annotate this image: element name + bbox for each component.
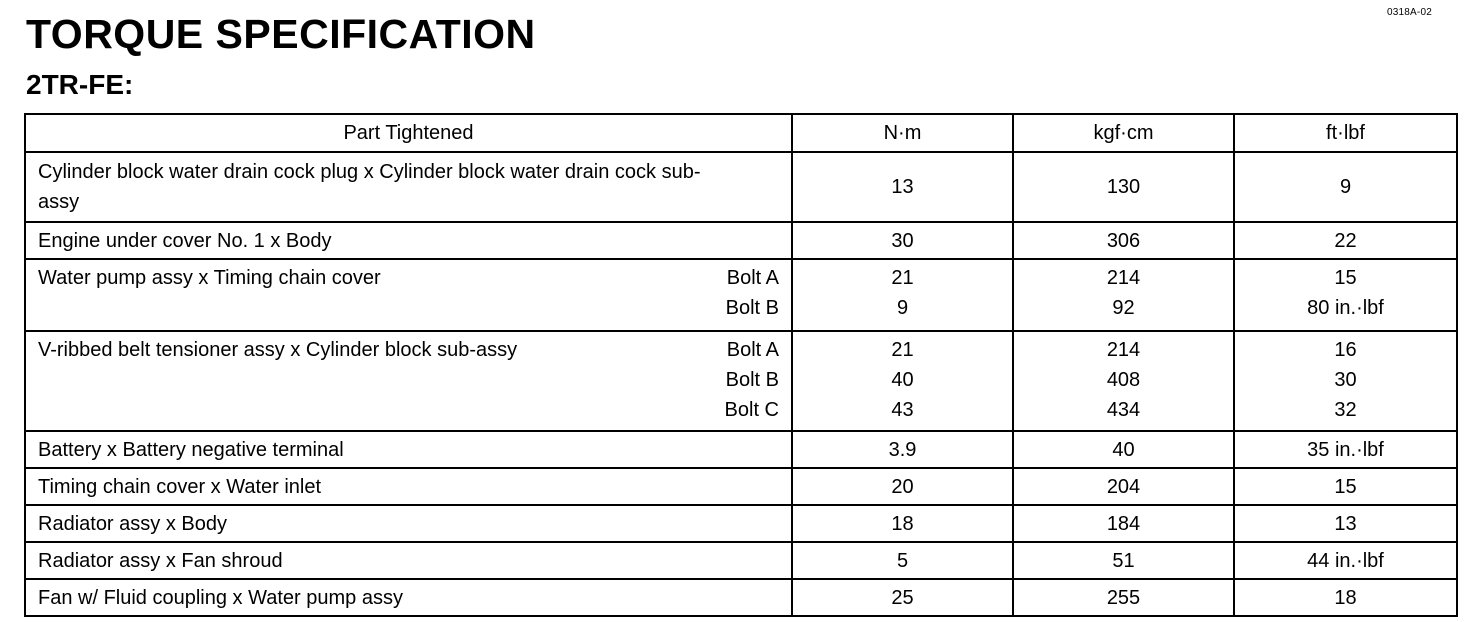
part-name: Battery x Battery negative terminal bbox=[38, 438, 344, 461]
nm-cell bbox=[792, 579, 1013, 616]
part-cell bbox=[25, 152, 792, 222]
table-row bbox=[25, 579, 1457, 616]
ft-value: 35 in.·lbf bbox=[1307, 438, 1384, 461]
ft-value: 9 bbox=[1339, 176, 1352, 198]
nm-value: 13 bbox=[891, 176, 914, 198]
ft-value: 15 bbox=[1334, 267, 1357, 289]
ft-value: 16 bbox=[1334, 339, 1357, 361]
part-name: Timing chain cover x Water inlet bbox=[38, 475, 322, 498]
table-row bbox=[25, 542, 1457, 579]
kgf-value: 184 bbox=[1106, 512, 1141, 535]
kgf-cell bbox=[1013, 222, 1234, 259]
bolt-label: Bolt A bbox=[726, 339, 779, 361]
ft-cell bbox=[1234, 259, 1457, 331]
nm-value: 21 bbox=[891, 267, 914, 289]
part-cell bbox=[25, 468, 792, 505]
ft-cell bbox=[1234, 152, 1457, 222]
nm-value: 43 bbox=[891, 399, 914, 421]
ft-cell bbox=[1234, 431, 1457, 468]
part-name: Radiator assy x Body bbox=[38, 512, 227, 535]
ft-value: 30 bbox=[1334, 369, 1357, 391]
kgf-cell bbox=[1013, 152, 1234, 222]
kgf-cell bbox=[1013, 431, 1234, 468]
nm-value: 20 bbox=[891, 475, 914, 498]
part-cell bbox=[25, 259, 792, 331]
kgf-value: 51 bbox=[1112, 549, 1135, 572]
nm-cell bbox=[792, 542, 1013, 579]
part-cell bbox=[25, 542, 792, 579]
part-cell bbox=[25, 505, 792, 542]
ft-value: 80 in.·lbf bbox=[1307, 297, 1384, 319]
nm-cell bbox=[792, 331, 1013, 431]
kgf-value: 408 bbox=[1106, 369, 1141, 391]
kgf-cell bbox=[1013, 542, 1234, 579]
bolt-labels bbox=[726, 263, 779, 323]
ft-cell bbox=[1234, 331, 1457, 431]
document-code: 0318A-02 bbox=[1387, 7, 1432, 18]
kgf-value: 214 bbox=[1106, 339, 1141, 361]
kgf-cell bbox=[1013, 259, 1234, 331]
table-header-row bbox=[25, 114, 1457, 152]
ft-cell bbox=[1234, 579, 1457, 616]
nm-cell bbox=[792, 259, 1013, 331]
table-row bbox=[25, 431, 1457, 468]
header-kgf-cm: kgf·cm bbox=[1013, 114, 1234, 152]
ft-cell bbox=[1234, 542, 1457, 579]
table-row bbox=[25, 259, 1457, 331]
kgf-value: 130 bbox=[1106, 176, 1141, 198]
kgf-value: 434 bbox=[1106, 399, 1141, 421]
nm-cell bbox=[792, 152, 1013, 222]
ft-value: 13 bbox=[1334, 512, 1357, 535]
nm-value: 5 bbox=[896, 549, 909, 572]
ft-cell bbox=[1234, 505, 1457, 542]
torque-table bbox=[24, 113, 1458, 617]
bolt-label: Bolt C bbox=[724, 399, 779, 421]
table-row bbox=[25, 152, 1457, 222]
page-title: TORQUE SPECIFICATION bbox=[26, 11, 536, 57]
ft-value: 32 bbox=[1334, 399, 1357, 421]
nm-value: 40 bbox=[891, 369, 914, 391]
ft-value: 22 bbox=[1334, 229, 1357, 252]
kgf-value: 306 bbox=[1106, 229, 1141, 252]
bolt-label: Bolt A bbox=[726, 267, 779, 289]
part-cell bbox=[25, 579, 792, 616]
part-name: V-ribbed belt tensioner assy x Cylinder block sub-assy bbox=[38, 339, 518, 361]
kgf-value: 214 bbox=[1106, 267, 1141, 289]
nm-value: 21 bbox=[891, 339, 914, 361]
engine-model-subtitle: 2TR-FE: bbox=[26, 69, 134, 100]
header-nm: N·m bbox=[792, 114, 1013, 152]
kgf-cell bbox=[1013, 579, 1234, 616]
bolt-label: Bolt B bbox=[725, 369, 779, 391]
ft-cell bbox=[1234, 468, 1457, 505]
nm-cell bbox=[792, 505, 1013, 542]
bolt-label: Bolt B bbox=[725, 297, 779, 319]
part-name: Radiator assy x Fan shroud bbox=[38, 549, 283, 572]
nm-value: 9 bbox=[896, 297, 909, 319]
kgf-value: 204 bbox=[1106, 475, 1141, 498]
table-row bbox=[25, 222, 1457, 259]
nm-value: 18 bbox=[891, 512, 914, 535]
nm-cell bbox=[792, 431, 1013, 468]
ft-cell bbox=[1234, 222, 1457, 259]
part-name: Fan w/ Fluid coupling x Water pump assy bbox=[38, 586, 403, 609]
kgf-value: 92 bbox=[1112, 297, 1135, 319]
kgf-value: 40 bbox=[1112, 438, 1135, 461]
nm-cell bbox=[792, 222, 1013, 259]
part-cell bbox=[25, 431, 792, 468]
table-row bbox=[25, 505, 1457, 542]
part-cell bbox=[25, 331, 792, 431]
nm-value: 25 bbox=[891, 586, 914, 609]
table-row bbox=[25, 468, 1457, 505]
part-name: Engine under cover No. 1 x Body bbox=[38, 229, 332, 252]
ft-value: 18 bbox=[1334, 586, 1357, 609]
kgf-cell bbox=[1013, 468, 1234, 505]
header-ft-lbf: ft·lbf bbox=[1234, 114, 1457, 152]
ft-value: 15 bbox=[1334, 475, 1357, 498]
kgf-value: 255 bbox=[1106, 586, 1141, 609]
bolt-labels bbox=[725, 335, 779, 425]
part-name: Water pump assy x Timing chain cover bbox=[38, 267, 381, 289]
table-row bbox=[25, 331, 1457, 431]
nm-cell bbox=[792, 468, 1013, 505]
part-cell bbox=[25, 222, 792, 259]
ft-value: 44 in.·lbf bbox=[1307, 549, 1384, 572]
kgf-cell bbox=[1013, 505, 1234, 542]
kgf-cell bbox=[1013, 331, 1234, 431]
nm-value: 3.9 bbox=[888, 438, 917, 461]
nm-value: 30 bbox=[891, 229, 914, 252]
header-part-tightened: Part Tightened bbox=[25, 114, 792, 152]
part-name: Cylinder block water drain cock plug x Cylinder block water drain cock sub-assy bbox=[38, 161, 701, 213]
